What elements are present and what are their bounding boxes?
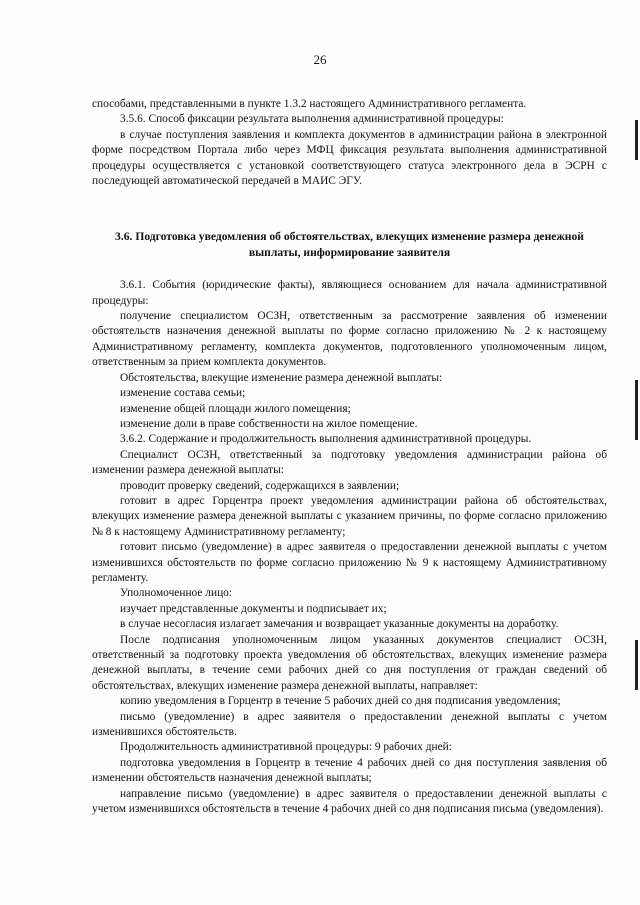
list-item: копию уведомления в Горцентр в течение 5 рабочих дней со дня подписания уведомления; (120, 695, 561, 708)
list-item: проводит проверку сведений, содержащихся в заявлении; (120, 479, 400, 492)
list-item: направление письмо (уведомление) в адрес заявителя о предоставлении денежной выплаты с учетом изменившихся обстоятельств в течение 4 рабочих дней со дня подписания письма (уведомления). (92, 787, 607, 816)
list-item: подготовка уведомления в Горцентр в течение 4 рабочих дней со дня поступления заявления об изменении обстоятельств назначения денежной выплаты; (92, 756, 607, 785)
scan-edge-mark (635, 640, 638, 690)
page-number: 26 (313, 52, 327, 67)
paragraph: получение специалистом ОСЗН, ответственным за рассмотрение заявления об изменении обстоятельств назначения денежной выплаты по форме согласно приложению № 2 к настоящему Административному регламенту, комплекта документов, подготовленного уполномоченным лицом, ответственным за прием комплекта документов. (92, 310, 607, 369)
section-heading: 3.6. Подготовка уведомления об обстоятельствах, влекущих изменение размера денежной выплаты, информирование заявителя (115, 230, 584, 259)
scan-edge-mark (635, 120, 638, 160)
paragraph: Специалист ОСЗН, ответственный за подготовку уведомления администрации района об изменении размера денежной выплаты: (92, 448, 607, 477)
list-item: изучает представленные документы и подписывает их; (120, 602, 387, 615)
paragraph: способами, представленными в пункте 1.3.2 настоящего Административного регламента. (92, 98, 527, 110)
paragraph: 3.5.6. Способ фиксации результата выполнения административной процедуры: (120, 113, 504, 126)
paragraph: После подписания уполномоченным лицом указанных документов специалист ОСЗН, ответственный за подготовку проекта уведомления об обстоятельствах, влекущих изменение размера денежной выплаты, в течение семи рабочих дней со дня поступления от граждан сведений об обстоятельствах, влекущих изменение размера денежной выплаты, направляет: (92, 633, 607, 692)
list-item: в случае несогласия излагает замечания и возвращает указанные документы на доработку. (120, 618, 559, 631)
document-body (92, 97, 607, 817)
list-item: готовит письмо (уведомление) в адрес заявителя о предоставлении денежной выплаты с учетом изменившихся обстоятельств по форме согласно приложению № 9 к настоящему Административному регламенту. (92, 541, 607, 584)
list-item: готовит в адрес Горцентра проект уведомления администрации района об обстоятельствах, влекущих изменение размера денежной выплаты с указанием причины, по форме согласно приложению № 8 к настоящему Административному регламенту; (92, 494, 607, 538)
list-item: изменение состава семьи; (120, 387, 246, 400)
scan-edge-mark (635, 380, 638, 440)
paragraph: 3.6.2. Содержание и продолжительность выполнения административной процедуры. (120, 433, 532, 446)
paragraph: в случае поступления заявления и комплекта документов в администрации района в электронной форме посредством Портала либо через МФЦ фиксация результата выполнения административной процедуры осуществляется с установкой соответствующего статуса электронного дела в ЭСРН с последующей автоматической передачей в МАИС ЭГУ. (92, 128, 607, 188)
paragraph: Уполномоченное лицо: (120, 587, 233, 600)
paragraph: 3.6.1. События (юридические факты), являющиеся основанием для начала административной процедуры: (92, 279, 607, 307)
list-item: письмо (уведомление) в адрес заявителя о предоставлении денежной выплаты с учетом изменившихся обстоятельств. (92, 710, 607, 739)
paragraph: Обстоятельства, влекущие изменение размера денежной выплаты: (120, 371, 443, 384)
paragraph: Продолжительность административной процедуры: 9 рабочих дней: (120, 741, 452, 754)
list-item: изменение доли в праве собственности на жилое помещение. (120, 417, 418, 430)
list-item: изменение общей площади жилого помещения; (120, 402, 351, 415)
